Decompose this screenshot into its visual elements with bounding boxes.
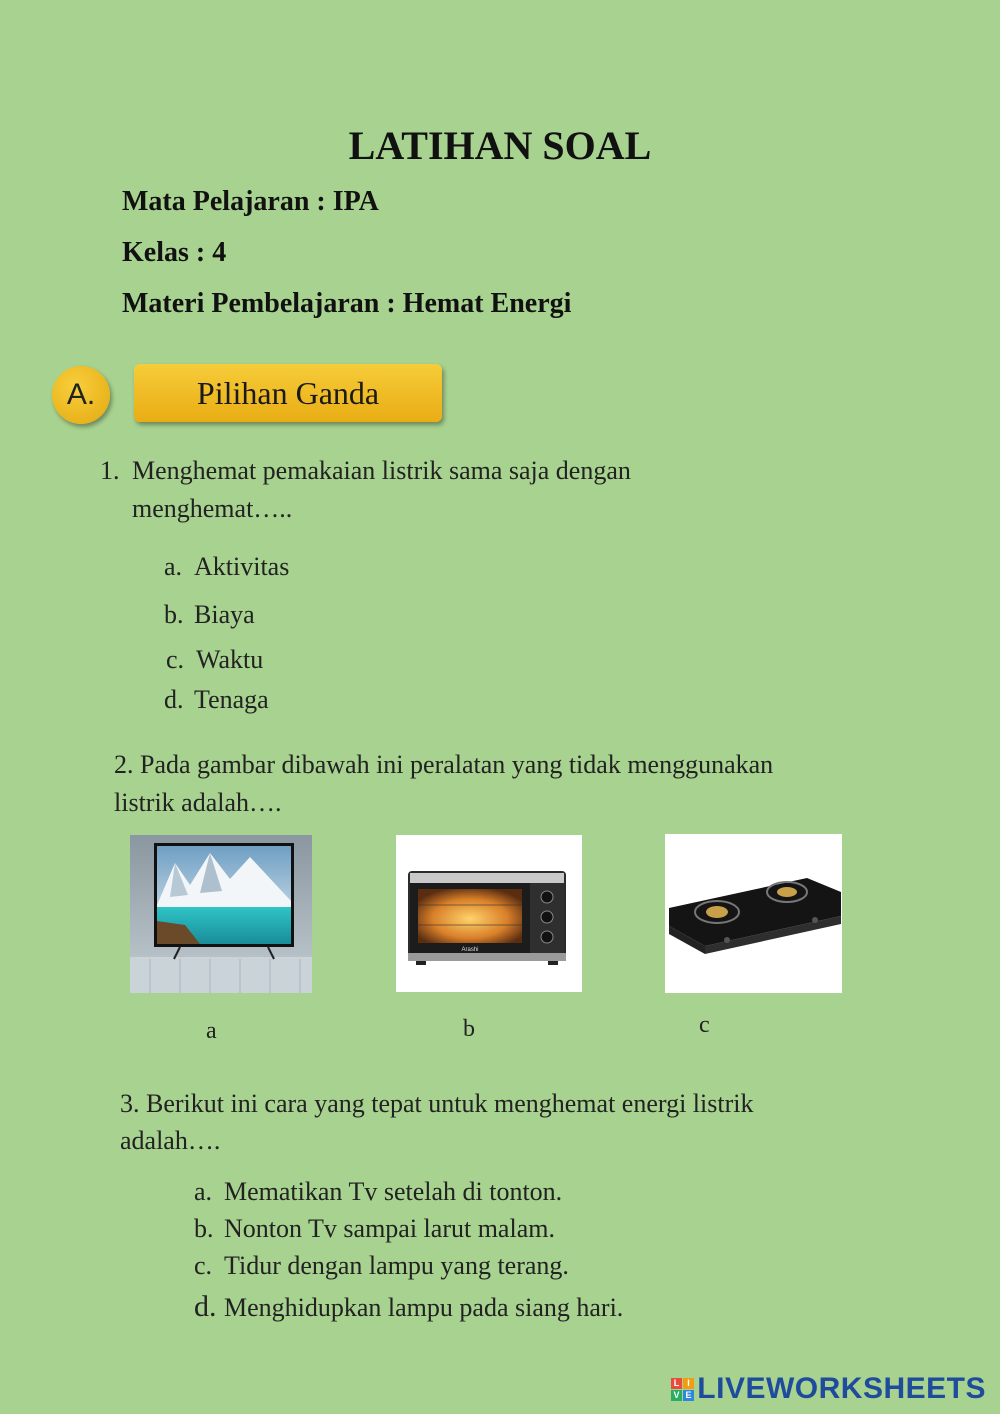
q3-option-c[interactable] [194, 1251, 569, 1281]
tv-illustration [130, 835, 312, 993]
q3-option-a[interactable] [194, 1177, 562, 1207]
option-text: Tidur dengan lampu yang terang. [224, 1251, 569, 1280]
question-1-line-1: Menghemat pemakaian listrik sama saja dengan [132, 456, 631, 485]
oven-brand-label: Arashi [461, 947, 479, 953]
option-text: Nonton Tv sampai larut malam. [224, 1214, 555, 1243]
option-letter: a. [194, 1177, 213, 1206]
oven-image[interactable] [396, 835, 582, 992]
option-letter: c. [166, 645, 185, 674]
section-title-button: Pilihan Ganda [134, 364, 442, 422]
subject-label: Mata Pelajaran : IPA [122, 186, 379, 217]
option-text: Tenaga [194, 685, 269, 714]
logo-mark-letter: L [671, 1378, 682, 1389]
logo-mark-letter: I [683, 1378, 694, 1389]
option-letter: d. [164, 685, 184, 714]
option-text: Mematikan Tv setelah di tonton. [224, 1177, 563, 1206]
logo-mark-letter: E [683, 1390, 694, 1401]
logo-mark-letter: V [671, 1390, 682, 1401]
image-b-caption: b [463, 1016, 475, 1042]
question-3-line-1: 3. Berikut ini cara yang tepat untuk menghemat energi listrik [120, 1089, 754, 1118]
option-text: Menghidupkan lampu pada siang hari. [224, 1293, 624, 1322]
option-text: Waktu [196, 645, 264, 674]
gas-stove-image[interactable] [665, 834, 842, 993]
q3-option-b[interactable] [194, 1214, 555, 1244]
liveworksheets-logo[interactable] [671, 1372, 986, 1406]
question-1-number: 1. [100, 456, 120, 485]
image-a-caption: a [206, 1018, 217, 1044]
option-letter: a. [164, 552, 183, 581]
liveworksheets-logo-icon [671, 1378, 694, 1401]
section-letter-badge: A. [52, 366, 110, 424]
topic-label: Materi Pembelajaran : Hemat Energi [122, 288, 572, 319]
q1-option-b[interactable] [164, 600, 255, 630]
option-letter: d. [194, 1290, 217, 1323]
q1-option-d[interactable] [164, 685, 269, 715]
tv-image[interactable] [130, 835, 312, 993]
liveworksheets-logo-text: LIVEWORKSHEETS [697, 1372, 986, 1405]
option-letter: c. [194, 1251, 213, 1280]
q3-option-d[interactable] [194, 1290, 623, 1324]
grade-label: Kelas : 4 [122, 237, 227, 268]
gas-stove-illustration [665, 834, 842, 993]
option-text: Aktivitas [194, 552, 290, 581]
question-3-line-2: adalah…. [120, 1126, 221, 1155]
option-text: Biaya [194, 600, 255, 629]
option-letter: b. [164, 600, 184, 629]
image-c-caption: c [699, 1012, 710, 1038]
q1-option-a[interactable] [164, 552, 289, 582]
question-2-line-2: listrik adalah…. [114, 788, 282, 817]
option-letter: b. [194, 1214, 214, 1243]
question-1-line-2: menghemat….. [132, 494, 293, 523]
page-title: LATIHAN SOAL [348, 123, 652, 168]
question-2-line-1: 2. Pada gambar dibawah ini peralatan yang tidak menggunakan [114, 750, 774, 779]
q1-option-c[interactable] [166, 645, 263, 675]
oven-illustration [396, 835, 582, 992]
